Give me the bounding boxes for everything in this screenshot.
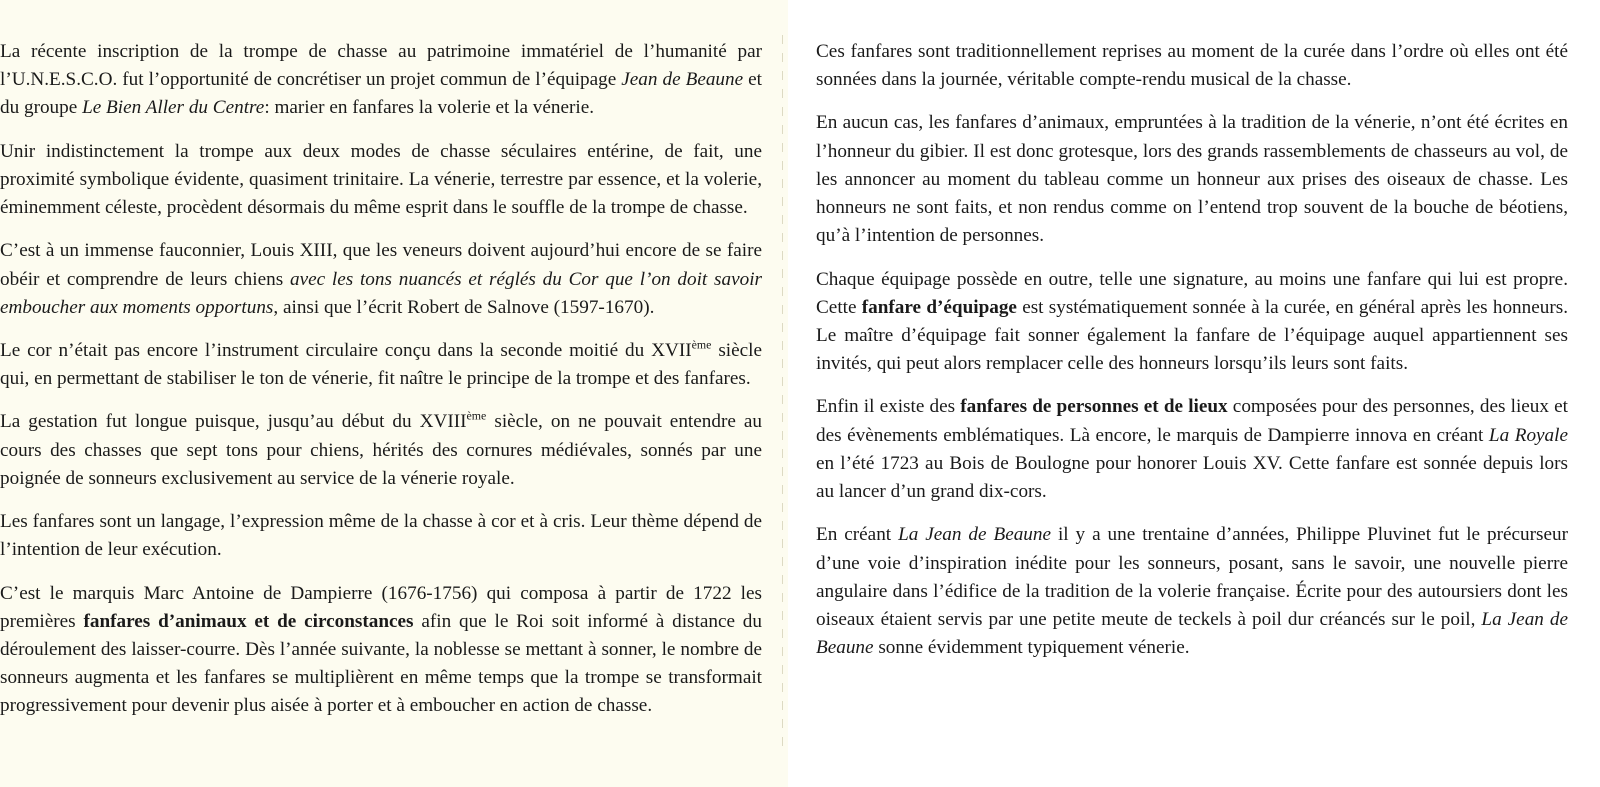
- paragraph-p3: [0, 237, 762, 322]
- text-run: siècle qui, en permettant de stabiliser le ton de vénerie, fit naître le principe de la trompe et des fanfares.: [0, 339, 762, 390]
- text-run: C’est le marquis Marc Antoine de Dampierre (1676-1756) qui composa à partir de 1722 les premières: [0, 582, 762, 632]
- right-page: [788, 0, 1600, 787]
- text-run: En aucun cas, les fanfares d’animaux, empruntées à la tradition de la vénerie, n’ont été écrites en l’honneur du gibier. Il est donc grotesque, lors des grands rassemblements de chasseurs au vol, de les annoncer au moment du tableau comme un honneur aux prises des oiseaux de chasse. Les honneurs ne sont faits, et non rendus comme on l’entend trop souvent de la bouche de béotiens, qu’à l’intention de personnes.: [816, 112, 1568, 247]
- text-run: composées pour des personnes, des lieux et des évènements emblématiques. Là encore, le marquis de Dampierre innova en créant: [816, 396, 1568, 446]
- text-run: Enfin il existe des: [816, 396, 961, 418]
- text-run: Les fanfares sont un langage, l’expression même de la chasse à cor et à cris. Leur thème dépend de l’intention de leur exécution.: [0, 511, 762, 561]
- italic-run: La Royale: [1488, 424, 1568, 446]
- bold-run: fanfare d’équipage: [861, 296, 1017, 318]
- text-run: siècle, on ne pouvait entendre au cours des chasses que sept tons pour chiens, hérités des cornures médiévales, sonnés par une poignée de sonneurs exclusivement au service de la vénerie royale.: [0, 411, 762, 489]
- paragraph-p4: [0, 337, 762, 393]
- text-run: , ainsi que l’écrit Robert de Salnove (1597-1670).: [273, 296, 655, 318]
- paragraph-p1: [0, 38, 762, 123]
- text-run: Le cor n’était pas encore l’instrument circulaire conçu dans la seconde moitié du XVII: [0, 339, 692, 361]
- text-run: Ces fanfares sont traditionnellement reprises au moment de la curée dans l’ordre où elles ont été sonnées dans la journée, véritable compte-rendu musical de la chasse.: [816, 41, 1568, 91]
- superscript-run: ème: [466, 409, 487, 424]
- bold-run: fanfares d’animaux et de circonstances: [83, 610, 414, 632]
- text-run: La récente inscription de la trompe de chasse au patrimoine immatériel de l’humanité par l’U.N.E.S.C.O. fut l’opportunité de concrétiser un projet commun de l’équipage: [0, 41, 762, 91]
- text-run: sonne évidemment typiquement vénerie.: [873, 637, 1190, 659]
- page-gutter-rule: [782, 35, 783, 750]
- text-run: Chaque équipage possède en outre, telle une signature, au moins une fanfare qui lui est propre. Cette: [816, 268, 1568, 318]
- italic-run: Le Bien Aller du Centre: [82, 97, 265, 119]
- paragraph-r1: [816, 38, 1568, 94]
- text-run: afin que le Roi soit informé à distance du déroulement des laisser-courre. Dès l’année suivante, la noblesse se mettant à sonner, le nombre de sonneurs augmenta et les fanfares se multiplièrent en même temps que la trompe se transformait progressivement pour devenir plus aisée à porter et à emboucher en action de chasse.: [0, 610, 762, 717]
- italic-run: Jean de Beaune: [621, 69, 744, 91]
- superscript-run: ème: [691, 337, 712, 352]
- paragraph-p5: [0, 408, 762, 493]
- paragraph-r3: [816, 266, 1568, 379]
- left-page: [0, 0, 788, 787]
- right-page-text-block: [816, 38, 1568, 662]
- text-run: il y a une trentaine d’années, Philippe Pluvinet fut le précurseur d’une voie d’inspiration inédite pour les sonneurs, posant, sans le savoir, une nouvelle pierre angulaire dans l’édifice de la tradition de la volerie française. Écrite pour des autoursiers dont les oiseaux étaient servis par une petite meute de teckels à poil dur créancés sur le poil,: [816, 524, 1568, 630]
- text-run: est systématiquement sonnée à la curée, en général après les honneurs. Le maître d’équipage fait sonner également la fanfare de l’équipage auquel appartiennent ses invités, qui peut alors remplacer celle des honneurs lorsqu’ils leurs sont faits.: [816, 296, 1569, 375]
- paragraph-r2: [816, 109, 1568, 250]
- bold-run: fanfares de personnes et de lieux: [960, 396, 1228, 418]
- paragraph-p2: [0, 138, 762, 223]
- text-run: C’est à un immense fauconnier, Louis XIII, que les veneurs doivent aujourd’hui encore de se faire obéir et comprendre de leurs chiens: [0, 240, 762, 290]
- text-run: et du groupe: [0, 69, 762, 119]
- italic-run: avec les tons nuancés et réglés du Cor que l’on doit savoir emboucher aux moments opportuns: [0, 268, 762, 318]
- text-run: En créant: [816, 524, 899, 546]
- text-run: : marier en fanfares la volerie et la vénerie.: [264, 97, 595, 119]
- paragraph-r4: [816, 393, 1568, 506]
- text-run: La gestation fut longue puisque, jusqu’au début du XVIII: [0, 411, 467, 433]
- text-run: Unir indistinctement la trompe aux deux modes de chasse séculaires entérine, de fait, une proximité symbolique évidente, quasiment trinitaire. La vénerie, terrestre par essence, et la volerie, éminemment céleste, procèdent désormais du même esprit dans le souffle de la trompe de chasse.: [0, 140, 762, 219]
- left-page-text-block: [0, 38, 762, 721]
- paragraph-p7: [0, 580, 762, 721]
- paragraph-r5: [816, 521, 1568, 662]
- italic-run: La Jean de Beaune: [898, 524, 1052, 546]
- paragraph-p6: [0, 508, 762, 564]
- text-run: en l’été 1723 au Bois de Boulogne pour honorer Louis XV. Cette fanfare est sonnée depuis lors au lancer d’un grand dix-cors.: [816, 452, 1568, 503]
- italic-run: La Jean de Beaune: [816, 608, 1568, 659]
